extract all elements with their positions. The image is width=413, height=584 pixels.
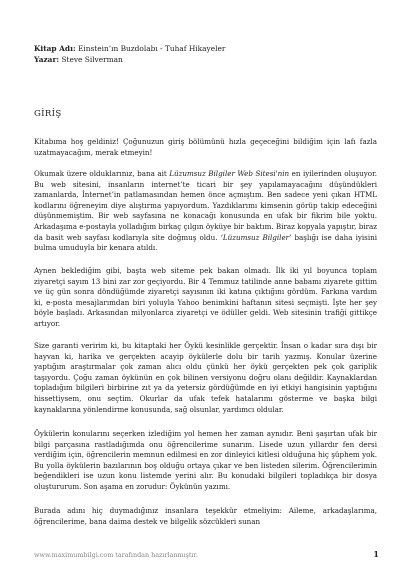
section-title: GİRİŞ — [34, 109, 62, 119]
paragraph-website-origin: Okumak üzere olduklarınız, bana ait Lüzumsuz Bilgiler Web Sitesi'nin en iyilerinden oluşuyor. Bu web sitesini, insanların internet’te ticari bir şey yapılamayacağını düşündükleri zamanlarda, İnternet’in patlamasından hemen önce açmıştım. Ben sadece yeni çıkan HTML kodlarını öğreneyim diye alıştırma yapıyordum. Yazdıklarımı kimsenin görüp takip edeceğini düşünmemiştim. Bir web sayfasına ne konacağı konusunda en ufak bir fikrim bile yoktu. Arkadaşıma e-postayla yolladığım birkaç çılgın öyküye bir baktım. Biraz kopyala yapıştır, biraz da basit web sayfası kodlarıyla site doğmuş oldu. ‘Lüzumsuz Bilgiler’ başlığı ise daha iyisini bulma umuduyla bir kenara atıldı. — [34, 169, 377, 253]
author-line — [34, 55, 225, 66]
paragraph-welcome: Kitabıma hoş geldiniz! Çoğunuzun giriş bölümünü hızla geçeceğini bildiğim için lafı fazla uzatmayacağım, merak etmeyin! — [34, 137, 377, 157]
book-title-line — [34, 44, 225, 55]
paragraph-topic-selection: Öykülerin konularını seçerken izlediğim yol hemen her zaman aynıdır. Beni şaşırtan ufak bir bilgi parçasına rastladığımda onu öğrencilerime sunarım. Lisede uzun yıllardır fen dersi verdiğim için, öğrencilerin memnun edilmesi en zor dinleyici kitlesi olduğuna hiç şüphem yok. Bu yolla öykülerin bazılarının boş olduğu ortaya çıkar ve ben listeden silerim. Öğrencilerimin beğendikleri ise uzun konu listemde yerini alır. Bu konudaki bilgileri topladıkça bir dosya oluştururum. Son aşama en zorudur: Öykünün yazımı. — [34, 429, 377, 491]
book-title: Einstein’ın Buzdolabı - Tuhaf Hikayeler — [75, 44, 226, 53]
book-meta — [34, 44, 225, 65]
author-label: Yazar: — [34, 54, 60, 64]
paragraph-visitors: Aynen beklediğim gibi, başta web siteme pek bakan olmadı. İlk iki yıl boyunca toplam ziyaretçi sayım 13 bini zar zor geçiyordu. Bir 4 Temmuz tatilinde anne babamı ziyarete gittim ve üç gün sonra döndüğümde ziyaretçi sayısının iki katına çıktığını gördüm. Farkına vardım ki, e-posta mesajlarımdan biri yoluyla Yahoo benimkini haftanın sitesi seçmişti. İşte her şey böyle başladı. Arkasından milyonlarca ziyaretçi ve ödüller geldi. Web sitesinin trafiği gittikçe artıyor. — [34, 266, 377, 328]
page-number: 1 — [373, 549, 379, 559]
paragraph-thanks: Burada adını hiç duymadığınız insanlara teşekkür etmeliyim: Aileme, arkadaşlarıma, öğrencilerime, bana daima destek ve bilgelik sözcükleri sunan — [34, 506, 377, 526]
footer-site-text: www.maximumbilgi.com tarafından hazırlanmıştır. — [34, 551, 198, 559]
paragraph-true-stories: Size garanti veririm ki, bu kitaptaki her Öykü kesinlikle gerçektir. İnsan o kadar sıra dışı bir hayvan ki, harika ve gerçekten acayip öykülerle dolu bir tarih yazmış. Konular üzerine yaptığım araştırmalar çok zaman alıcı oldu çünkü her öykü gerçekten pek çok gariplik taşıyordu. Çoğu zaman öykünün en çok bilinen versiyonu doğru olanı değildir. Kaynaklardan topladığım bilgileri birbirine zıt ya da yetersiz gördüğümde en iyi etkiyi hangisinin yaptığını hissettiysem, onu seçtim. Okurlar da ufak tefek hatalarımı gösterme ve başka bilgi kaynaklarına yönlendirme konusunda, sağ olsunlar, yardımcı oldular. — [34, 341, 377, 414]
book-title-label: Kitap Adı: — [34, 44, 76, 53]
author-name: Steve Silverman — [59, 54, 123, 64]
